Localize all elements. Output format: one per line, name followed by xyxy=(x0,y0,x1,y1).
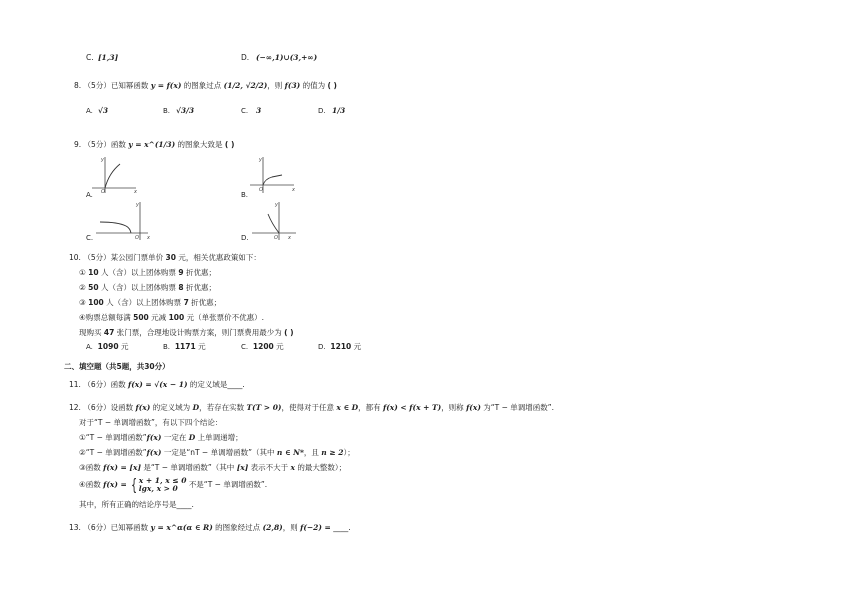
question-number: 11. xyxy=(69,380,81,389)
statement-text: 函数 xyxy=(85,463,101,472)
option-label: C. xyxy=(241,343,249,351)
math-expression: f(x) = [x] xyxy=(103,463,141,472)
rule-text: 购票总额每满 xyxy=(85,313,131,322)
rule-mark: ③ xyxy=(79,298,86,307)
rule-mark: ④ xyxy=(79,313,86,322)
q9-option-d-label: D. xyxy=(241,234,249,242)
rule-text: 人（含）以上团体购票 xyxy=(106,298,182,307)
stem-text: 函数 xyxy=(110,380,126,389)
statement-mark: ① xyxy=(79,433,86,442)
number-value: 500 xyxy=(133,313,149,322)
answer-blank: ____. xyxy=(333,523,351,532)
q9-option-b-label: B. xyxy=(241,191,249,199)
rule-text: 人（含）以上团体购票 xyxy=(100,283,176,292)
q9-graph-b xyxy=(248,155,298,195)
q8-option-b-label: B. xyxy=(163,107,171,115)
question-number: 12. xyxy=(69,403,81,412)
statement-text: 上单调递增； xyxy=(197,433,243,442)
math-expression: T(T > 0) xyxy=(246,403,282,412)
math-expression: D xyxy=(188,433,196,442)
math-expression: f(x) < f(x + T) xyxy=(383,403,442,412)
y-label: y xyxy=(136,202,139,208)
number-value: 50 xyxy=(88,283,99,292)
question-points: （5分） xyxy=(83,81,111,90)
question-points: （5分） xyxy=(83,253,111,262)
brace-icon: { xyxy=(131,475,138,494)
q10-option-a xyxy=(86,342,128,352)
question-points: （5分） xyxy=(83,140,111,149)
curve xyxy=(263,175,282,185)
rule-text: 人（含）以上团体购票 xyxy=(100,268,176,277)
x-label: x xyxy=(288,235,291,241)
q8-option-d-value: 1/3 xyxy=(332,106,346,115)
q10-rule-4 xyxy=(79,313,264,323)
math-expression: n ∈ N* xyxy=(276,448,304,457)
statement-text: 函数 xyxy=(85,480,101,489)
math-expression: y = x^α(α ∈ R) xyxy=(150,523,213,532)
question-9-stem xyxy=(74,140,234,150)
stem-text: 的定义域是 xyxy=(189,380,228,389)
q7-option-c-label: C. xyxy=(86,53,94,62)
math-expression: D xyxy=(192,403,200,412)
y-label: y xyxy=(259,157,262,163)
q12-statement-3 xyxy=(79,463,346,473)
statement-text: ，且 xyxy=(303,448,319,457)
q12-line-2: 对于“T − 单调增函数”，有以下四个结论： xyxy=(79,418,223,427)
q10-rule-2 xyxy=(79,283,216,293)
rule-text: 折优惠； xyxy=(185,283,216,292)
stem-text: ，则 xyxy=(282,523,298,532)
math-expression: f(x) xyxy=(146,433,162,442)
y-label: y xyxy=(275,202,278,208)
q9-graph-d xyxy=(250,200,300,242)
math-expression: f(x) = √(x − 1) xyxy=(128,380,188,389)
q7-option-c-value: [1,3] xyxy=(98,53,119,62)
math-expression: f(−2) = xyxy=(300,523,331,532)
statement-mark: ④ xyxy=(79,480,86,489)
rule-text: 元（单张票价不优惠）. xyxy=(186,313,264,322)
question-number: 10. xyxy=(69,253,81,262)
origin-label: O xyxy=(135,235,139,241)
stem-text: 元，相关优惠政策如下： xyxy=(178,253,261,262)
stem-text: 为“T − 单调增函数”. xyxy=(483,403,555,412)
math-point: (2,8) xyxy=(262,523,283,532)
math-expression: f(3) xyxy=(284,81,301,90)
curve xyxy=(105,164,120,188)
stem-text: ，则称 xyxy=(441,403,464,412)
option-unit: 元 xyxy=(353,342,362,351)
statement-mark: ② xyxy=(79,448,86,457)
math-expression: x xyxy=(290,463,296,472)
q8-option-c-value: 3 xyxy=(256,106,262,115)
q10-option-d xyxy=(318,342,361,352)
stem-text: ，使得对于任意 xyxy=(281,403,334,412)
q7-option-d-value: (−∞,1)∪(3,+∞) xyxy=(256,53,318,62)
q10-option-b xyxy=(163,342,206,352)
stem-text: 已知幂函数 xyxy=(110,523,149,532)
math-expression: f(x) xyxy=(466,403,481,412)
stem-text: 设函数 xyxy=(110,403,134,412)
q12-statement-4 xyxy=(79,475,268,499)
math-expression: [x] xyxy=(236,463,249,472)
question-12-stem xyxy=(69,403,554,413)
number-value: 10 xyxy=(88,268,99,277)
x-label: x xyxy=(134,189,137,195)
stem-text: ，若存在实数 xyxy=(199,403,245,412)
rule-mark: ② xyxy=(79,283,86,292)
option-label: B. xyxy=(163,343,171,351)
question-points: （6分） xyxy=(83,403,111,412)
answer-blank: ( ) xyxy=(224,140,235,149)
stem-text: 已知幂函数 xyxy=(110,81,149,90)
answer-blank: ( ) xyxy=(327,81,337,90)
number-value: 47 xyxy=(103,328,115,337)
q9-option-c-label: C. xyxy=(86,234,94,242)
option-value: 1171 xyxy=(174,342,196,351)
question-number: 13. xyxy=(69,523,81,532)
statement-text: “T − 单调增函数” xyxy=(85,448,147,457)
number-value: 8 xyxy=(178,283,184,292)
answer-blank: ____. xyxy=(227,380,245,389)
option-unit: 元 xyxy=(276,342,284,351)
q8-option-d-label: D. xyxy=(318,107,326,115)
case-line: lgx, x > 0 xyxy=(138,484,178,493)
curve xyxy=(100,222,131,233)
math-expression: f(x) = xyxy=(103,480,127,489)
q12-ask: 其中，所有正确的结论序号是____. xyxy=(79,500,194,509)
q8-option-b-value: √3/3 xyxy=(176,106,195,115)
x-label: x xyxy=(147,235,150,241)
number-value: 100 xyxy=(88,298,104,307)
question-10-stem xyxy=(69,253,261,263)
q10-rule-3 xyxy=(79,298,221,308)
rule-text: 折优惠； xyxy=(191,298,222,307)
section-title: 二、填空题（共5题，共30分） xyxy=(64,362,170,371)
q8-option-a-value: √3 xyxy=(98,106,109,115)
question-number: 8. xyxy=(74,81,82,90)
option-unit: 元 xyxy=(120,342,129,351)
case-line: x + 1, x ≤ 0 xyxy=(138,476,187,485)
option-value: 1090 xyxy=(97,342,119,351)
question-points: （6分） xyxy=(83,523,111,532)
statement-text: 一定在 xyxy=(163,433,187,442)
math-expression: n ≥ 2 xyxy=(321,448,344,457)
statement-text: 的最大整数）； xyxy=(297,463,347,472)
stem-text: 的图象大致是 xyxy=(177,140,223,149)
math-expression: x ∈ D xyxy=(336,403,359,412)
q9-graph-c xyxy=(92,200,152,242)
q8-option-c-label: C. xyxy=(241,107,249,115)
stem-text: 现购买 xyxy=(79,328,102,337)
statement-text: ）； xyxy=(343,448,355,457)
statement-text: 不是“T − 单调增函数”. xyxy=(188,480,268,489)
math-expression: y = f(x) xyxy=(150,81,182,90)
q10-option-c xyxy=(241,342,284,352)
option-value: 1200 xyxy=(252,342,274,351)
option-label: D. xyxy=(318,343,326,351)
statement-mark: ③ xyxy=(79,463,86,472)
statement-text: 一定是“nT − 单调增函数”（其中 xyxy=(163,448,275,457)
option-value: 1210 xyxy=(330,342,352,351)
q9-graph-a xyxy=(90,155,140,195)
stem-text: 某公园门票单价 xyxy=(110,253,164,262)
question-number: 9. xyxy=(74,140,82,149)
number-value: 30 xyxy=(165,253,176,262)
origin-label: O xyxy=(101,189,105,195)
number-value: 9 xyxy=(178,268,184,277)
stem-text: 的图象经过点 xyxy=(215,523,261,532)
stem-text: 的定义域为 xyxy=(152,403,191,412)
rule-text: 元减 xyxy=(151,313,167,322)
curve xyxy=(268,214,279,233)
number-value: 100 xyxy=(168,313,185,322)
option-label: A. xyxy=(86,343,93,351)
origin-label: O xyxy=(259,187,263,193)
math-expression: y = x^(1/3) xyxy=(128,140,176,149)
rule-text: 折优惠； xyxy=(185,268,216,277)
q7-option-d-label: D. xyxy=(241,53,250,62)
q10-question xyxy=(79,328,294,338)
stem-text: ，都有 xyxy=(358,403,381,412)
math-point: (1/2, √2/2) xyxy=(223,81,268,90)
statement-text: 表示不大于 xyxy=(250,463,289,472)
statement-text: “T − 单调增函数” xyxy=(85,433,147,442)
stem-text: 张门票，合理地设计购票方案，则门票费用最少为 xyxy=(116,328,282,337)
option-unit: 元 xyxy=(198,342,206,351)
q9-option-a-label: A. xyxy=(86,191,93,199)
q8-option-a-label: A. xyxy=(86,107,93,115)
origin-label: O xyxy=(274,235,278,241)
q12-statement-1 xyxy=(79,433,243,443)
stem-text: ，则 xyxy=(267,81,283,90)
stem-text: 函数 xyxy=(110,140,126,149)
number-value: 7 xyxy=(183,298,189,307)
question-points: （6分） xyxy=(83,380,111,389)
piecewise-cases xyxy=(139,477,187,493)
q10-rule-1 xyxy=(79,268,216,278)
x-label: x xyxy=(292,187,295,193)
math-expression: f(x) xyxy=(135,403,151,412)
question-8-stem xyxy=(74,81,337,91)
answer-blank: ( ) xyxy=(284,328,294,337)
question-13-stem xyxy=(69,523,351,533)
question-11-stem xyxy=(69,380,245,390)
math-expression: f(x) xyxy=(146,448,162,457)
rule-mark: ① xyxy=(79,268,86,277)
q12-statement-2 xyxy=(79,448,355,458)
statement-text: 是“T − 单调增函数”（其中 xyxy=(143,463,235,472)
y-label: y xyxy=(101,157,104,163)
stem-text: 的值为 xyxy=(302,81,326,90)
stem-text: 的图象过点 xyxy=(183,81,222,90)
